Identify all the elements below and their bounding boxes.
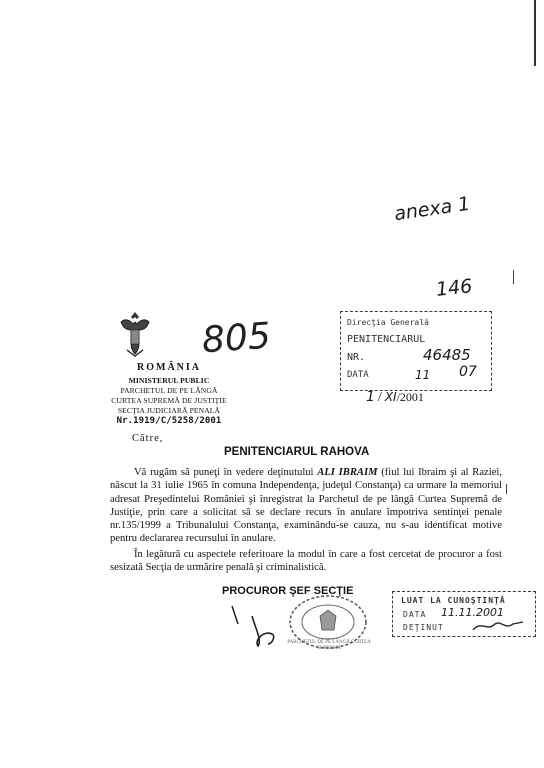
date-year: 2001 xyxy=(399,390,424,404)
country-name: ROMÂNIA xyxy=(137,362,201,373)
letter-paragraph-2 xyxy=(110,548,502,575)
signature-title: PROCUROR ŞEF SECŢIE xyxy=(222,585,354,597)
stamp-line-1: Direcţia Generală xyxy=(347,318,429,327)
handwritten-signature xyxy=(228,600,292,650)
institution-name: MINISTERUL PUBLIC xyxy=(128,376,210,385)
received-date-label: DATA xyxy=(403,610,427,619)
handwritten-annex-note: anexa 1 xyxy=(392,192,472,226)
received-date-value: 11.11.2001 xyxy=(441,606,504,619)
handwritten-margin-number: 805 xyxy=(200,315,273,362)
date-month: XI xyxy=(384,390,397,404)
paragraph-1-start: Vă rugăm să puneţi în vedere deţinutului xyxy=(134,467,314,478)
seal-text: PARCHETUL DE PE LÂNGĂ CURTEA SUPREMĂ xyxy=(287,640,371,651)
date-handwritten-day: 1 xyxy=(366,389,375,405)
stamp-line-4: DATA xyxy=(347,370,369,380)
stamp-day: 11 xyxy=(415,368,431,382)
paragraph-2-text: În legătură cu aspectele referitoare la modul în care a fost cercetat de procuror a fost sesizată Secţia de urmărire penală şi criminalistică. xyxy=(110,549,502,574)
stamp-line-2: PENITENCIARUL xyxy=(347,334,426,345)
received-detainee-signature xyxy=(471,618,527,634)
header-line-5: SECŢIA JUDICIARĂ PENALĂ xyxy=(117,406,221,415)
document-date: 1 / XI/2001 xyxy=(366,389,424,405)
detainee-name: ALI IBRAIM xyxy=(317,467,378,478)
header-line-4: CURTEA SUPREMĂ DE JUSTIŢIE xyxy=(111,396,227,405)
salutation: Către, xyxy=(132,433,164,444)
handwritten-page-number: 146 xyxy=(434,275,474,301)
scan-edge-mark xyxy=(513,270,514,284)
scan-edge-mark xyxy=(506,484,507,494)
paragraph-1-rest: (fiul lui Ibraim şi al Raziei, născut la 31 iulie 1965 în comuna Independenţa, judeţul Constanţa) ca urmare la memoriul adresat Preşedintelui României şi înregistrat la Parchetul de pe lângă Curtea Supremă de Justiţie, prin care a solicitat să se declare recurs în anulare împotriva sentinţei penale nr.135/1999 a Tribunalului Constanţa, examinându-se cauza, nu s-au identificat motive pentru declararea recursului în anulare. xyxy=(110,467,502,545)
received-stamp-title: LUAT LA CUNOŞTINŢĂ xyxy=(401,596,506,605)
recipient: PENITENCIARUL RAHOVA xyxy=(224,446,370,458)
letter-paragraph-1 xyxy=(110,466,502,546)
stamp-handwritten-number: 46485 xyxy=(423,346,471,364)
received-detainee-label: DEŢINUT xyxy=(403,623,444,632)
scan-edge-mark xyxy=(534,0,536,66)
header-line-3: PARCHETUL DE PE LÂNGĂ xyxy=(120,386,218,395)
coat-of-arms-icon xyxy=(117,310,153,358)
reference-number: Nr.1919/C/5258/2001 xyxy=(116,416,222,426)
received-stamp xyxy=(392,591,536,637)
registration-stamp xyxy=(340,311,492,391)
stamp-year: 07 xyxy=(459,364,477,380)
stamp-line-3: NR. xyxy=(347,352,366,363)
